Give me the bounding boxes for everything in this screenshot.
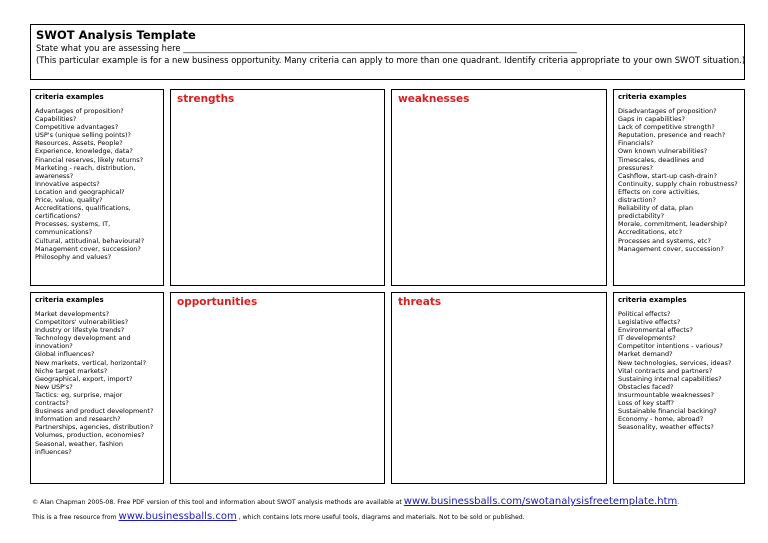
- criteria-item: Philosophy and values?: [35, 252, 112, 261]
- criteria-item: New markets, vertical, horizontal?: [35, 358, 147, 367]
- opportunities-heading: opportunities: [177, 296, 258, 308]
- criteria-item: Gaps in capabilities?: [618, 115, 685, 124]
- criteria-item: innovation?: [35, 342, 73, 351]
- criteria-item: contracts?: [35, 399, 69, 408]
- criteria-item: Experience, knowledge, data?: [35, 147, 133, 156]
- criteria-list: [618, 310, 740, 431]
- criteria-item: Volumes, production, economies?: [35, 431, 145, 440]
- criteria-item: Continuity, supply chain robustness?: [618, 179, 738, 188]
- header-box: [30, 24, 745, 80]
- criteria-item: Management cover, succession?: [618, 244, 724, 253]
- criteria-item: Insurmountable weaknesses?: [618, 390, 714, 399]
- criteria-item: Reputation, presence and reach?: [618, 131, 726, 140]
- criteria-item: Business and product development?: [35, 407, 154, 416]
- criteria-item: Market demand?: [618, 350, 673, 359]
- criteria-item: Lack of competitive strength?: [618, 123, 715, 132]
- criteria-box-strengths: [30, 89, 164, 286]
- criteria-item: Competitors' vulnerabilities?: [35, 318, 129, 327]
- criteria-item: Resources, Assets, People?: [35, 139, 123, 148]
- swot-template-link[interactable]: www.businessballs.com/swotanalysisfreetemplate.htm: [403, 496, 678, 507]
- criteria-item: communications?: [35, 228, 93, 237]
- criteria-item: Seasonal, weather, fashion: [35, 439, 123, 448]
- businessballs-link[interactable]: www.businessballs.com: [118, 511, 237, 522]
- criteria-heading: criteria examples: [618, 296, 687, 304]
- criteria-item: Environmental effects?: [618, 326, 693, 335]
- criteria-item: New USP's?: [35, 382, 73, 391]
- criteria-item: Financials?: [618, 139, 654, 148]
- weaknesses-heading: weaknesses: [398, 93, 470, 105]
- criteria-item: Partnerships, agencies, distribution?: [35, 423, 154, 432]
- strengths-quadrant[interactable]: [170, 89, 385, 286]
- criteria-item: Loss of key staff?: [618, 399, 674, 408]
- criteria-item: Information and research?: [35, 415, 121, 424]
- criteria-item: Vital contracts and partners?: [618, 366, 713, 375]
- footer-resource: [32, 511, 525, 522]
- criteria-box-opportunities: [30, 292, 164, 484]
- criteria-item: Processes, systems, IT,: [35, 220, 111, 229]
- criteria-item: Niche target markets?: [35, 366, 108, 375]
- criteria-item: Cashflow, start-up cash-drain?: [618, 171, 717, 180]
- criteria-list: [618, 107, 740, 253]
- criteria-item: Industry or lifestyle trends?: [35, 326, 125, 335]
- criteria-item: IT developments?: [618, 334, 676, 343]
- footer-period: .: [677, 499, 680, 506]
- criteria-list: [35, 107, 159, 261]
- criteria-list: [35, 310, 159, 456]
- weaknesses-quadrant[interactable]: [391, 89, 607, 286]
- criteria-item: Effects on core activities,: [618, 187, 700, 196]
- footer-resource-text: This is a free resource from: [32, 514, 117, 521]
- page-title: SWOT Analysis Template: [36, 28, 196, 42]
- criteria-item: certifications?: [35, 212, 81, 221]
- criteria-item: Sustainable financial backing?: [618, 407, 717, 416]
- criteria-item: Technology development and: [35, 334, 131, 343]
- criteria-item: Legislative effects?: [618, 318, 681, 327]
- criteria-item: Sustaining internal capabilities?: [618, 374, 722, 383]
- criteria-item: Tactics: eg, surprise, major: [35, 390, 123, 399]
- criteria-heading: criteria examples: [35, 93, 104, 101]
- criteria-item: Location and geographical?: [35, 187, 125, 196]
- criteria-item: Obstacles faced?: [618, 382, 674, 391]
- criteria-item: New technologies, services, ideas?: [618, 358, 732, 367]
- criteria-heading: criteria examples: [618, 93, 687, 101]
- criteria-item: Management cover, succession?: [35, 244, 141, 253]
- criteria-item: USP's (unique selling points)?: [35, 131, 131, 140]
- criteria-item: Innovative aspects?: [35, 179, 100, 188]
- template-note: (This particular example is for a new business opportunity. Many criteria can apply to more than one quadrant. Identify criteria appropriate to your own SWOT situation.): [36, 55, 746, 65]
- criteria-item: distraction?: [618, 196, 656, 205]
- criteria-box-weaknesses: [613, 89, 745, 286]
- criteria-item: predictability?: [618, 212, 665, 221]
- criteria-box-threats: [613, 292, 745, 484]
- assessment-subject-line[interactable]: State what you are assessing here ______________________________________________________________________________________________: [36, 43, 577, 53]
- criteria-item: Capabilities?: [35, 115, 77, 124]
- criteria-item: Political effects?: [618, 310, 671, 318]
- criteria-item: Disadvantages of proposition?: [618, 107, 717, 115]
- criteria-item: Accreditations, etc?: [618, 228, 683, 237]
- criteria-item: Market developments?: [35, 310, 110, 318]
- criteria-item: Global influences?: [35, 350, 95, 359]
- criteria-item: Advantages of proposition?: [35, 107, 124, 115]
- footer-copyright: [32, 496, 679, 507]
- criteria-item: Competitive advantages?: [35, 123, 119, 132]
- criteria-item: Seasonality, weather effects?: [618, 423, 714, 432]
- opportunities-quadrant[interactable]: [170, 292, 385, 484]
- criteria-item: Financial reserves, likely returns?: [35, 155, 144, 164]
- threats-quadrant[interactable]: [391, 292, 607, 484]
- criteria-item: Accreditations, qualifications,: [35, 204, 131, 213]
- criteria-item: Competitor intentions - various?: [618, 342, 723, 351]
- criteria-item: Price, value, quality?: [35, 196, 103, 205]
- criteria-heading: criteria examples: [35, 296, 104, 304]
- criteria-item: Reliability of data, plan: [618, 204, 693, 213]
- criteria-item: Geographical, export, import?: [35, 374, 133, 383]
- criteria-item: Economy - home, abroad?: [618, 415, 704, 424]
- criteria-item: awareness?: [35, 171, 74, 180]
- criteria-item: Own known vulnerabilities?: [618, 147, 708, 156]
- footer-copyright-text: © Alan Chapman 2005-08. Free PDF version of this tool and information about SWOT analysis methods are available at: [32, 499, 402, 506]
- threats-heading: threats: [398, 296, 442, 308]
- criteria-item: Morale, commitment, leadership?: [618, 220, 728, 229]
- footer-resource-note: , which contains lots more useful tools, diagrams and materials. Not to be sold or published.: [238, 514, 525, 521]
- criteria-item: Cultural, attitudinal, behavioural?: [35, 236, 145, 245]
- criteria-item: Processes and systems, etc?: [618, 236, 711, 245]
- strengths-heading: strengths: [177, 93, 235, 105]
- criteria-item: pressures?: [618, 163, 653, 172]
- criteria-item: Marketing - reach, distribution,: [35, 163, 136, 172]
- criteria-item: Timescales, deadlines and: [618, 155, 704, 164]
- criteria-item: influences?: [35, 447, 72, 456]
